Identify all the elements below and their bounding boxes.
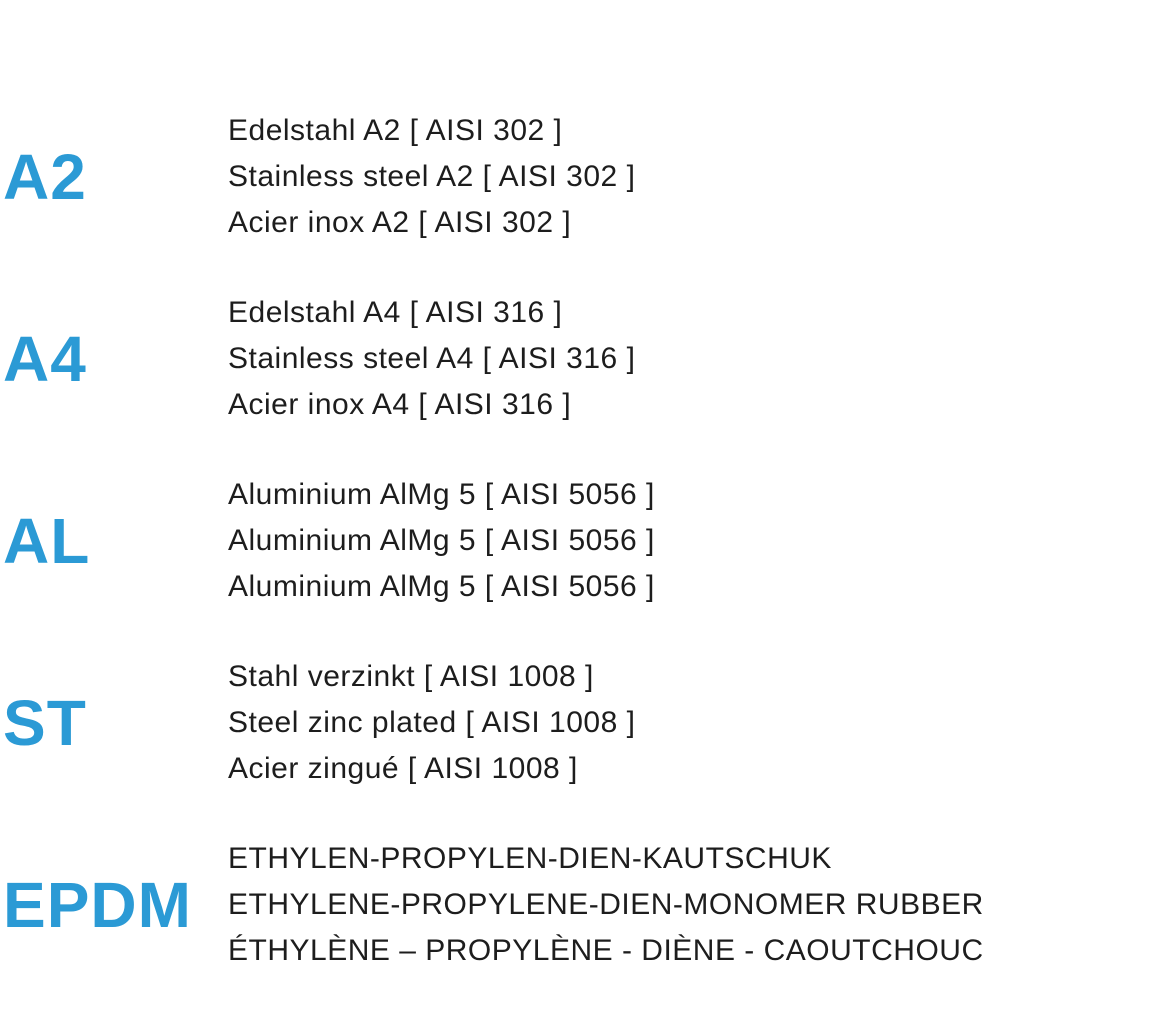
material-desc-de: ETHYLEN-PROPYLEN-DIEN-KAUTSCHUK [228,842,832,875]
material-desc-fr: Acier zingué [ AISI 1008 ] [228,752,578,785]
material-code-al: AL [3,505,91,577]
material-desc-en: Aluminium AlMg 5 [ AISI 5056 ] [228,524,655,557]
material-code-column [0,687,228,759]
material-desc-en: ETHYLENE-PROPYLENE-DIEN-MONOMER RUBBER [228,888,984,921]
material-row-epdm [0,836,1160,974]
material-descriptions [228,290,1160,428]
material-desc-de: Edelstahl A2 [ AISI 302 ] [228,114,563,147]
material-row-st [0,654,1160,792]
material-code-column [0,505,228,577]
material-desc-de: Aluminium AlMg 5 [ AISI 5056 ] [228,478,655,511]
material-desc-fr: Acier inox A2 [ AISI 302 ] [228,206,572,239]
material-descriptions [228,654,1160,792]
material-code-a2: A2 [3,141,87,213]
material-descriptions [228,836,1160,974]
material-desc-de: Stahl verzinkt [ AISI 1008 ] [228,660,594,693]
material-code-st: ST [3,687,87,759]
material-row-al [0,472,1160,610]
material-row-a2 [0,108,1160,246]
material-code-column [0,869,228,941]
material-desc-en: Steel zinc plated [ AISI 1008 ] [228,706,636,739]
material-code-epdm: EPDM [3,869,192,941]
material-desc-fr: Acier inox A4 [ AISI 316 ] [228,388,572,421]
material-descriptions [228,108,1160,246]
material-desc-en: Stainless steel A2 [ AISI 302 ] [228,160,636,193]
material-code-column [0,141,228,213]
material-desc-fr: ÉTHYLÈNE – PROPYLÈNE - DIÈNE - CAOUTCHOUC [228,934,984,967]
material-desc-de: Edelstahl A4 [ AISI 316 ] [228,296,563,329]
material-desc-en: Stainless steel A4 [ AISI 316 ] [228,342,636,375]
material-code-a4: A4 [3,323,87,395]
material-desc-fr: Aluminium AlMg 5 [ AISI 5056 ] [228,570,655,603]
material-descriptions [228,472,1160,610]
material-row-a4 [0,290,1160,428]
material-code-column [0,323,228,395]
